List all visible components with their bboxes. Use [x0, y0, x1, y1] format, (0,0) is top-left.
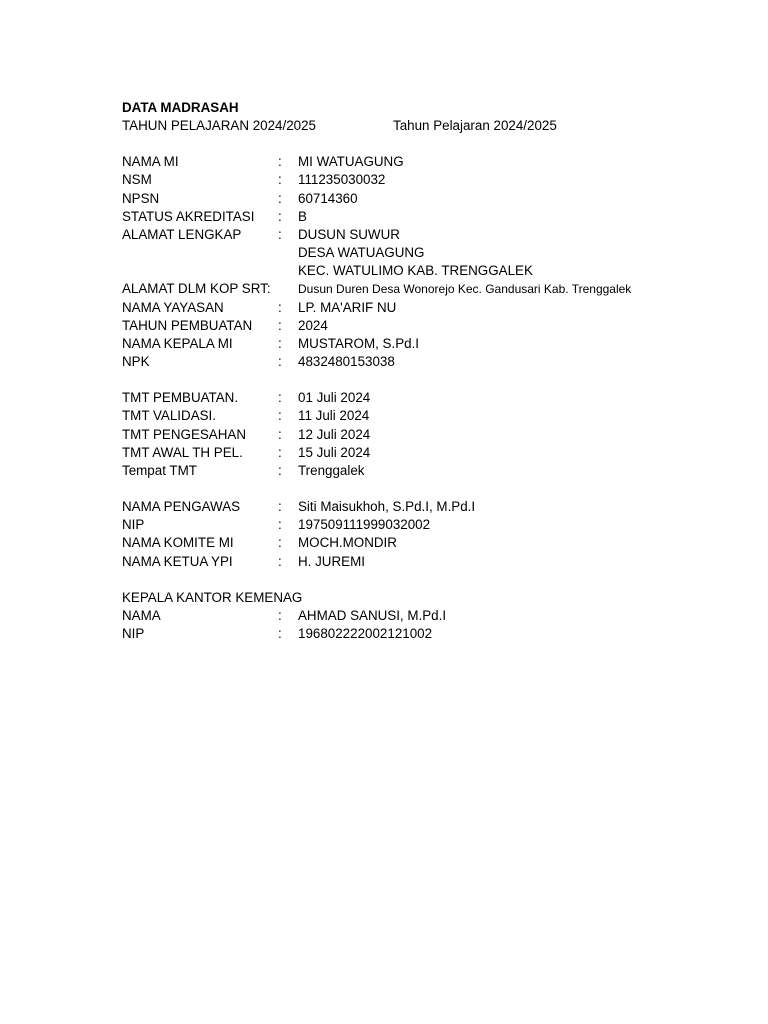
- field-label: NAMA KOMITE MI: [122, 535, 234, 551]
- field-value: H. JUREMI: [298, 553, 365, 569]
- field-label: NPK: [122, 354, 150, 370]
- field-label: NAMA YAYASAN: [122, 299, 224, 315]
- field-row-tmt-awal-th-pel: [122, 444, 722, 462]
- document-title: DATA MADRASAH: [122, 100, 239, 115]
- field-label: ALAMAT LENGKAP: [122, 226, 242, 242]
- field-label: Tempat TMT: [122, 462, 197, 478]
- field-row-nip-kepala-kemenag: [122, 625, 722, 643]
- field-value: MI WATUAGUNG: [298, 154, 404, 170]
- field-label: NIP: [122, 517, 145, 533]
- field-value: MUSTAROM, S.Pd.I: [298, 336, 420, 352]
- field-label: ALAMAT DLM KOP SRT:: [122, 281, 271, 297]
- field-value: Trenggalek: [298, 462, 365, 478]
- field-separator: :: [278, 535, 282, 551]
- academic-year-upper: TAHUN PELAJARAN 2024/2025: [122, 118, 317, 134]
- spacer: [122, 135, 722, 153]
- field-label: NAMA MI: [122, 154, 179, 170]
- field-separator: :: [278, 426, 282, 442]
- field-separator: :: [278, 408, 282, 424]
- field-separator: :: [278, 190, 282, 206]
- field-separator: :: [278, 336, 282, 352]
- field-separator: :: [278, 444, 282, 460]
- field-label: TAHUN PEMBUATAN: [122, 317, 253, 333]
- field-separator: :: [278, 462, 282, 478]
- field-label: TMT AWAL TH PEL.: [122, 444, 243, 460]
- academic-year-lower: Tahun Pelajaran 2024/2025: [393, 118, 557, 134]
- field-value: 197509111999032002: [298, 517, 431, 533]
- field-row-status-akreditasi: [122, 208, 722, 226]
- field-row-npk: [122, 353, 722, 371]
- field-separator: :: [278, 390, 282, 406]
- field-row-tempat-tmt: [122, 462, 722, 480]
- field-separator: :: [278, 607, 282, 623]
- field-row-alamat-lengkap: [122, 226, 722, 244]
- field-row-nama-yayasan: [122, 299, 722, 317]
- field-value: 2024: [298, 317, 328, 333]
- field-row-nama-kepala-mi: [122, 335, 722, 353]
- field-label: NSM: [122, 172, 152, 188]
- spacer: [122, 571, 722, 589]
- field-label: TMT PEMBUATAN.: [122, 390, 239, 406]
- address-continuation: [122, 262, 722, 280]
- address-line: KEC. WATULIMO KAB. TRENGGALEK: [298, 263, 533, 279]
- field-label: TMT PENGESAHAN: [122, 426, 247, 442]
- field-row-nama-kepala-kemenag: [122, 607, 722, 625]
- field-value: Siti Maisukhoh, S.Pd.I, M.Pd.I: [298, 498, 476, 514]
- field-separator: :: [278, 553, 282, 569]
- field-separator: :: [278, 226, 282, 242]
- field-separator: :: [278, 299, 282, 315]
- field-row-tmt-pembuatan: [122, 389, 722, 407]
- field-label: STATUS AKREDITASI: [122, 208, 255, 224]
- field-separator: :: [278, 517, 282, 533]
- spacer: [122, 480, 722, 498]
- field-separator: :: [278, 317, 282, 333]
- field-separator: :: [278, 625, 282, 641]
- field-separator: :: [278, 172, 282, 188]
- field-separator: :: [278, 154, 282, 170]
- field-row-tahun-pembuatan: [122, 317, 722, 335]
- field-row-nama-ketua-ypi: [122, 553, 722, 571]
- field-value: AHMAD SANUSI, M.Pd.I: [298, 607, 447, 623]
- field-value: 11 Juli 2024: [298, 408, 370, 424]
- field-row-alamat-kop-surat: [122, 280, 722, 298]
- field-value: Dusun Duren Desa Wonorejo Kec. Gandusari Kab. Trenggalek: [298, 282, 632, 297]
- field-value: 60714360: [298, 190, 358, 206]
- address-line: DESA WATUAGUNG: [298, 245, 425, 261]
- field-label: NPSN: [122, 190, 160, 206]
- field-row-tmt-validasi: [122, 407, 722, 425]
- field-value: 01 Juli 2024: [298, 390, 371, 406]
- field-row-nsm: [122, 171, 722, 189]
- field-label: TMT VALIDASI.: [122, 408, 217, 424]
- field-value: B: [298, 208, 307, 224]
- field-separator: :: [278, 208, 282, 224]
- field-value: LP. MA'ARIF NU: [298, 299, 397, 315]
- section-heading-kemenag: KEPALA KANTOR KEMENAG: [122, 589, 303, 605]
- address-continuation: [122, 244, 722, 262]
- field-row-nama-mi: [122, 153, 722, 171]
- academic-year-line: [122, 117, 722, 135]
- address-line: DUSUN SUWUR: [298, 226, 400, 242]
- field-row-nama-komite-mi: [122, 534, 722, 552]
- field-label: NAMA KETUA YPI: [122, 553, 233, 569]
- field-label: NAMA PENGAWAS: [122, 498, 241, 514]
- field-separator: :: [278, 498, 282, 514]
- field-row-nama-pengawas: [122, 498, 722, 516]
- spacer: [122, 371, 722, 389]
- document-page: [122, 99, 722, 643]
- field-label: NIP: [122, 625, 145, 641]
- field-label: NAMA: [122, 607, 161, 623]
- field-value: 15 Juli 2024: [298, 444, 371, 460]
- field-value: 4832480153038: [298, 354, 395, 370]
- field-value: MOCH.MONDIR: [298, 535, 397, 551]
- field-value: 196802222002121002: [298, 625, 433, 641]
- field-separator: :: [278, 354, 282, 370]
- field-row-npsn: [122, 190, 722, 208]
- field-row-nip-pengawas: [122, 516, 722, 534]
- field-value: 12 Juli 2024: [298, 426, 371, 442]
- field-value: 111235030032: [298, 172, 386, 188]
- field-label: NAMA KEPALA MI: [122, 336, 233, 352]
- field-row-tmt-pengesahan: [122, 426, 722, 444]
